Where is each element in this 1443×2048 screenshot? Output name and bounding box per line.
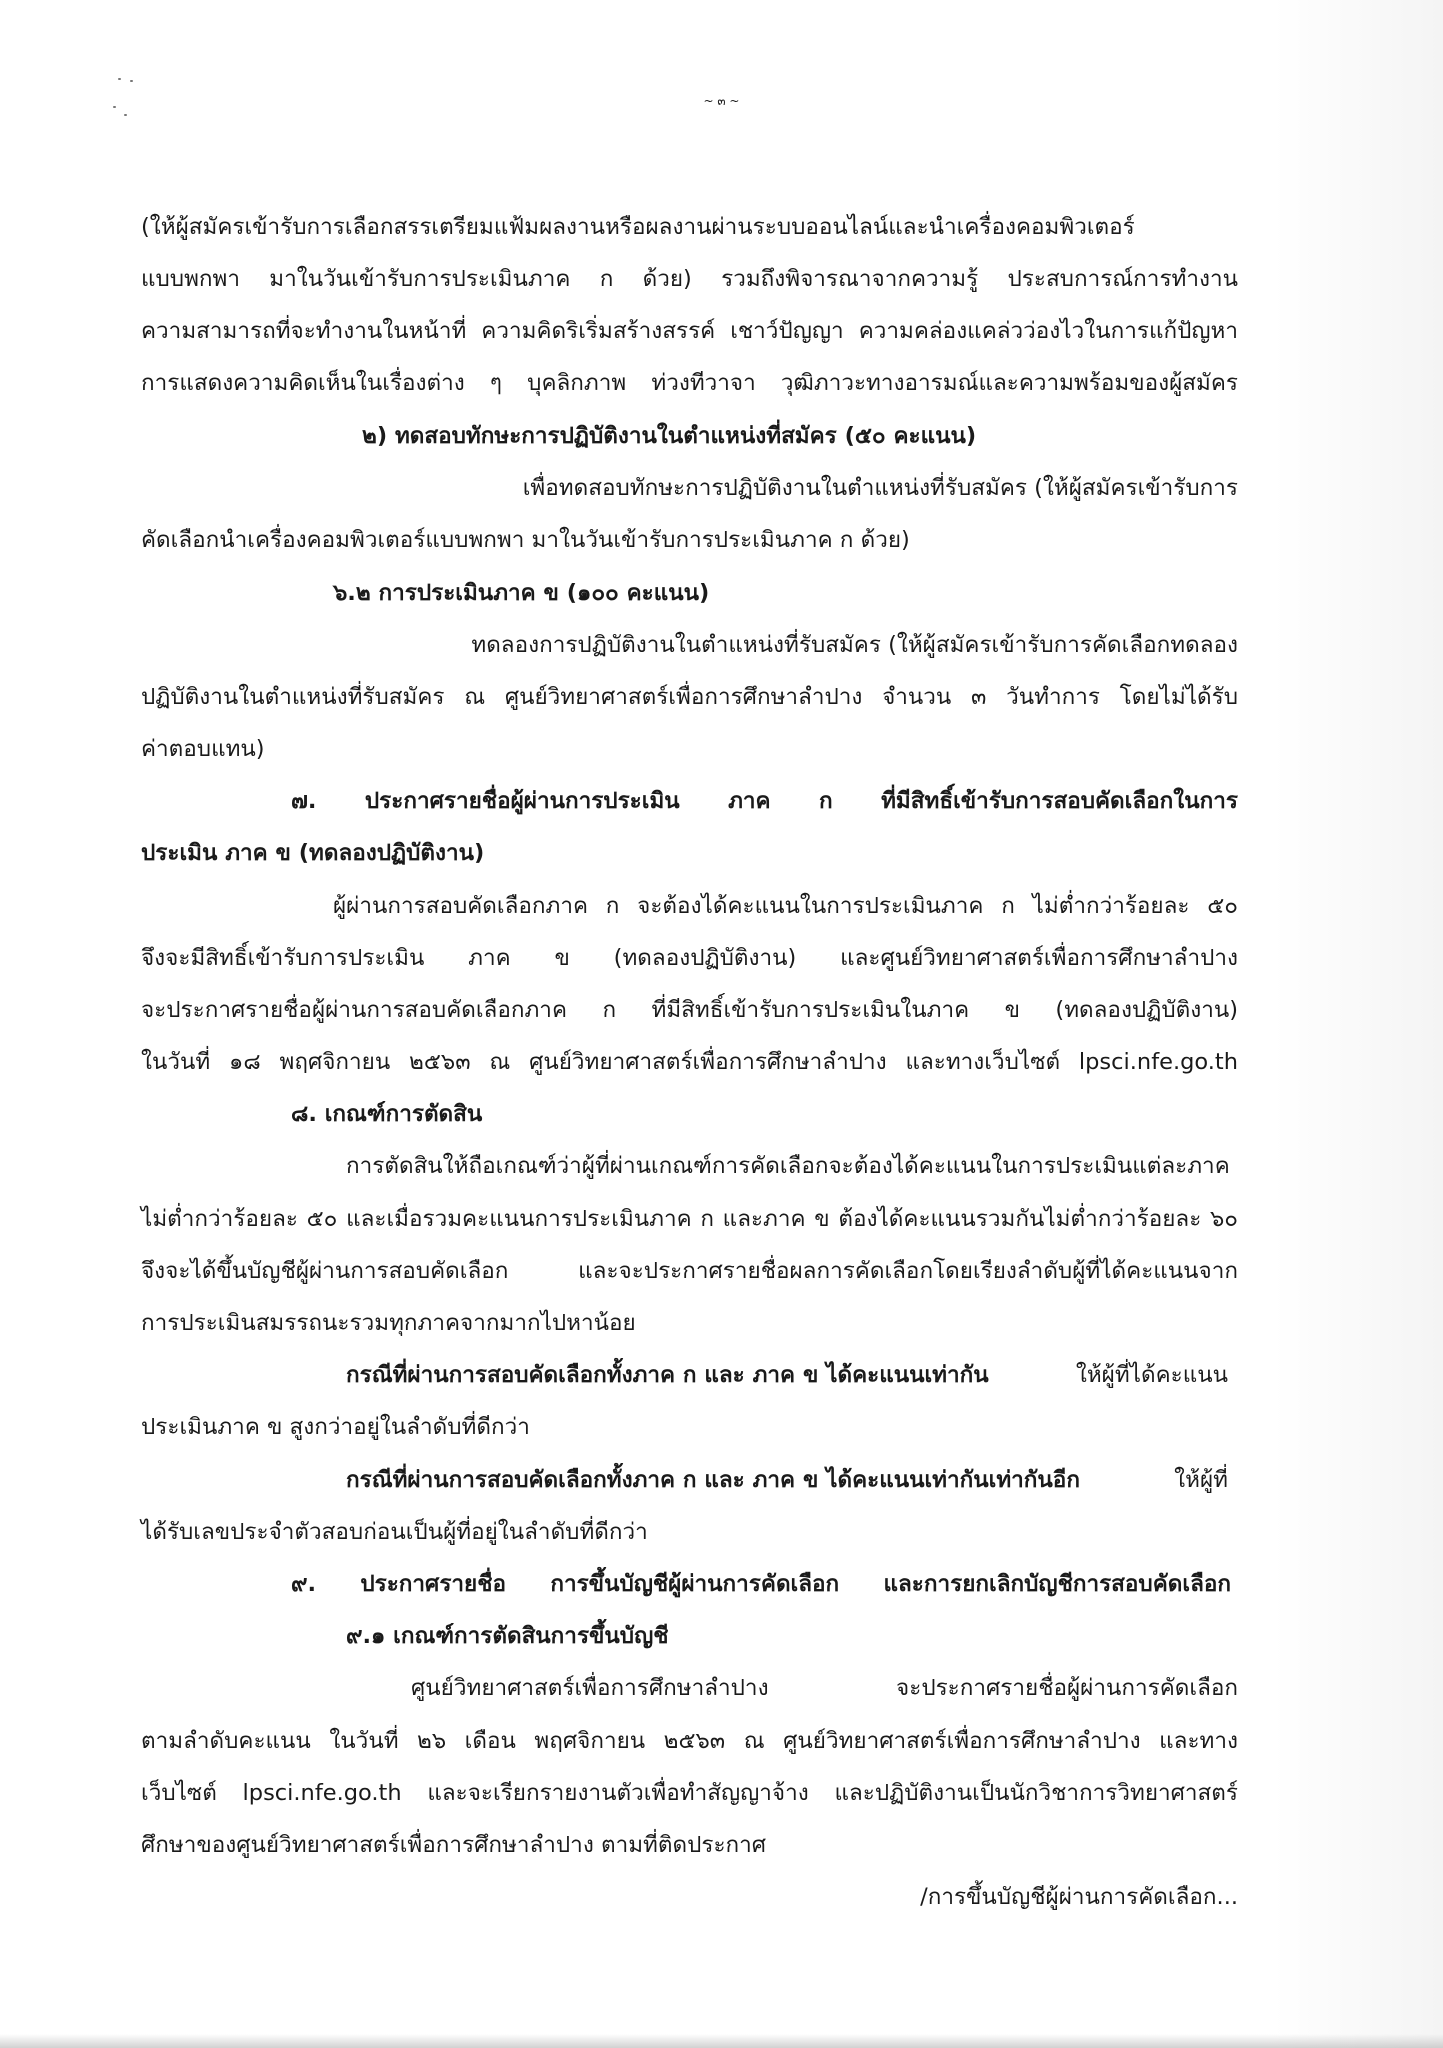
paragraph-line: ไม่ต่ำกว่าร้อยละ ๕๐ และเมื่อรวมคะแนนการประเมินภาค ก และภาค ข ต้องได้คะแนนรวมกันไม่ต่ำกว่าร้อยละ ๖๐ (141, 1206, 1238, 1232)
subheading-skill-test: ๒) ทดสอบทักษะการปฏิบัติงานในตำแหน่งที่สมัคร (๕๐ คะแนน) (362, 423, 977, 449)
paragraph-line: การตัดสินให้ถือเกณฑ์ว่าผู้ที่ผ่านเกณฑ์การคัดเลือกจะต้องได้คะแนนในการประเมินแต่ละภาค (346, 1153, 1230, 1179)
paragraph-line: ปฏิบัติงานในตำแหน่งที่รับสมัคร ณ ศูนย์วิทยาศาสตร์เพื่อการศึกษาลำปาง จำนวน ๓ วันทำการ โดยไม่ได้รับ (141, 684, 1238, 710)
paragraph-line: ตามลำดับคะแนน ในวันที่ ๒๖ เดือน พฤศจิกายน ๒๕๖๓ ณ ศูนย์วิทยาศาสตร์เพื่อการศึกษาลำปาง และทาง (141, 1728, 1238, 1754)
paragraph-line: ในวันที่ ๑๘ พฤศจิกายน ๒๕๖๓ ณ ศูนย์วิทยาศาสตร์เพื่อการศึกษาลำปาง และทางเว็บไซต์ lpsci.nfe.go.th (141, 1049, 1238, 1075)
subheading-part-b: ๖.๒ การประเมินภาค ข (๑๐๐ คะแนน) (333, 580, 710, 606)
subheading-9-1: ๙.๑ เกณฑ์การตัดสินการขึ้นบัญชี (346, 1623, 669, 1649)
paragraph-line: เว็บไซต์ lpsci.nfe.go.th และจะเรียกรายงานตัวเพื่อทำสัญญาจ้าง และปฏิบัติงานเป็นนักวิชาการวิทยาศาสตร์ (141, 1780, 1238, 1806)
case-tie-again-bold: กรณีที่ผ่านการสอบคัดเลือกทั้งภาค ก และ ภาค ข ได้คะแนนเท่ากันเท่ากันอีก (346, 1467, 1080, 1493)
paragraph-line: ศูนย์วิทยาศาสตร์เพื่อการศึกษาลำปาง จะประกาศรายชื่อผู้ผ่านการคัดเลือก (411, 1675, 1238, 1701)
page-number: ~ ๓ ~ (703, 94, 740, 108)
case-tie-bold: กรณีที่ผ่านการสอบคัดเลือกทั้งภาค ก และ ภาค ข ได้คะแนนเท่ากัน (346, 1362, 989, 1388)
paragraph-line: ความสามารถที่จะทำงานในหน้าที่ ความคิดริเริ่มสร้างสรรค์ เชาว์ปัญญา ความคล่องแคล่วว่องไวในการแก้ปัญหา (141, 318, 1238, 344)
paragraph-line: ค่าตอบแทน) (141, 736, 265, 762)
paragraph-line: (ให้ผู้สมัครเข้ารับการเลือกสรรเตรียมแฟ้มผลงานหรือผลงานผ่านระบบออนไลน์และนำเครื่องคอมพิวเตอร์ (141, 214, 1135, 240)
paragraph-line: จึงจะมีสิทธิ์เข้ารับการประเมิน ภาค ข (ทดลองปฏิบัติงาน) และศูนย์วิทยาศาสตร์เพื่อการศึกษาลำปาง (141, 945, 1238, 971)
paragraph-line: จึงจะได้ขึ้นบัญชีผู้ผ่านการสอบคัดเลือก และจะประกาศรายชื่อผลการคัดเลือกโดยเรียงลำดับผู้ที่ได้คะแนนจาก (141, 1258, 1238, 1284)
paragraph-line: การแสดงความคิดเห็นในเรื่องต่าง ๆ บุคลิกภาพ ท่วงทีวาจา วุฒิภาวะทางอารมณ์และความพร้อมของผู้สมัคร (141, 370, 1238, 396)
continuation-note: /การขึ้นบัญชีผู้ผ่านการคัดเลือก... (920, 1884, 1238, 1910)
paragraph-line: ประเมินภาค ข สูงกว่าอยู่ในลำดับที่ดีกว่า (141, 1414, 530, 1440)
paragraph-line: ศึกษาของศูนย์วิทยาศาสตร์เพื่อการศึกษาลำปาง ตามที่ติดประกาศ (141, 1832, 767, 1858)
paragraph-line: เพื่อทดสอบทักษะการปฏิบัติงานในตำแหน่งที่รับสมัคร (ให้ผู้สมัครเข้ารับการ (522, 475, 1238, 501)
paragraph-line: จะประกาศรายชื่อผู้ผ่านการสอบคัดเลือกภาค ก ที่มีสิทธิ์เข้ารับการประเมินในภาค ข (ทดลองปฏิบัติงาน) (141, 997, 1238, 1023)
case-tie-text: ให้ผู้ที่ได้คะแนน (1075, 1362, 1228, 1388)
heading-section-7-cont: ประเมิน ภาค ข (ทดลองปฏิบัติงาน) (141, 840, 485, 866)
paragraph-line: ทดลองการปฏิบัติงานในตำแหน่งที่รับสมัคร (ให้ผู้สมัครเข้ารับการคัดเลือกทดลอง (471, 632, 1238, 658)
scan-shadow-bottom (0, 2034, 1443, 2048)
scan-shadow-right (1273, 0, 1443, 2048)
paragraph-line: การประเมินสมรรถนะรวมทุกภาคจากมากไปหาน้อย (141, 1310, 636, 1336)
heading-section-9: ๙. ประกาศรายชื่อ การขึ้นบัญชีผู้ผ่านการคัดเลือก และการยกเลิกบัญชีการสอบคัดเลือก (291, 1571, 1231, 1597)
case-tie-again-text: ให้ผู้ที่ (1174, 1467, 1228, 1493)
paragraph-line: ผู้ผ่านการสอบคัดเลือกภาค ก จะต้องได้คะแนนในการประเมินภาค ก ไม่ต่ำกว่าร้อยละ ๕๐ (333, 893, 1238, 919)
paragraph-line: ได้รับเลขประจำตัวสอบก่อนเป็นผู้ที่อยู่ในลำดับที่ดีกว่า (141, 1519, 648, 1545)
paragraph-line: แบบพกพา มาในวันเข้ารับการประเมินภาค ก ด้วย) รวมถึงพิจารณาจากความรู้ ประสบการณ์การทำงาน (141, 266, 1238, 292)
heading-section-7: ๗. ประกาศรายชื่อผู้ผ่านการประเมิน ภาค ก ที่มีสิทธิ์เข้ารับการสอบคัดเลือกในการ (291, 788, 1238, 814)
heading-section-8: ๘. เกณฑ์การตัดสิน (291, 1101, 483, 1127)
paragraph-line: คัดเลือกนำเครื่องคอมพิวเตอร์แบบพกพา มาในวันเข้ารับการประเมินภาค ก ด้วย) (141, 527, 910, 553)
